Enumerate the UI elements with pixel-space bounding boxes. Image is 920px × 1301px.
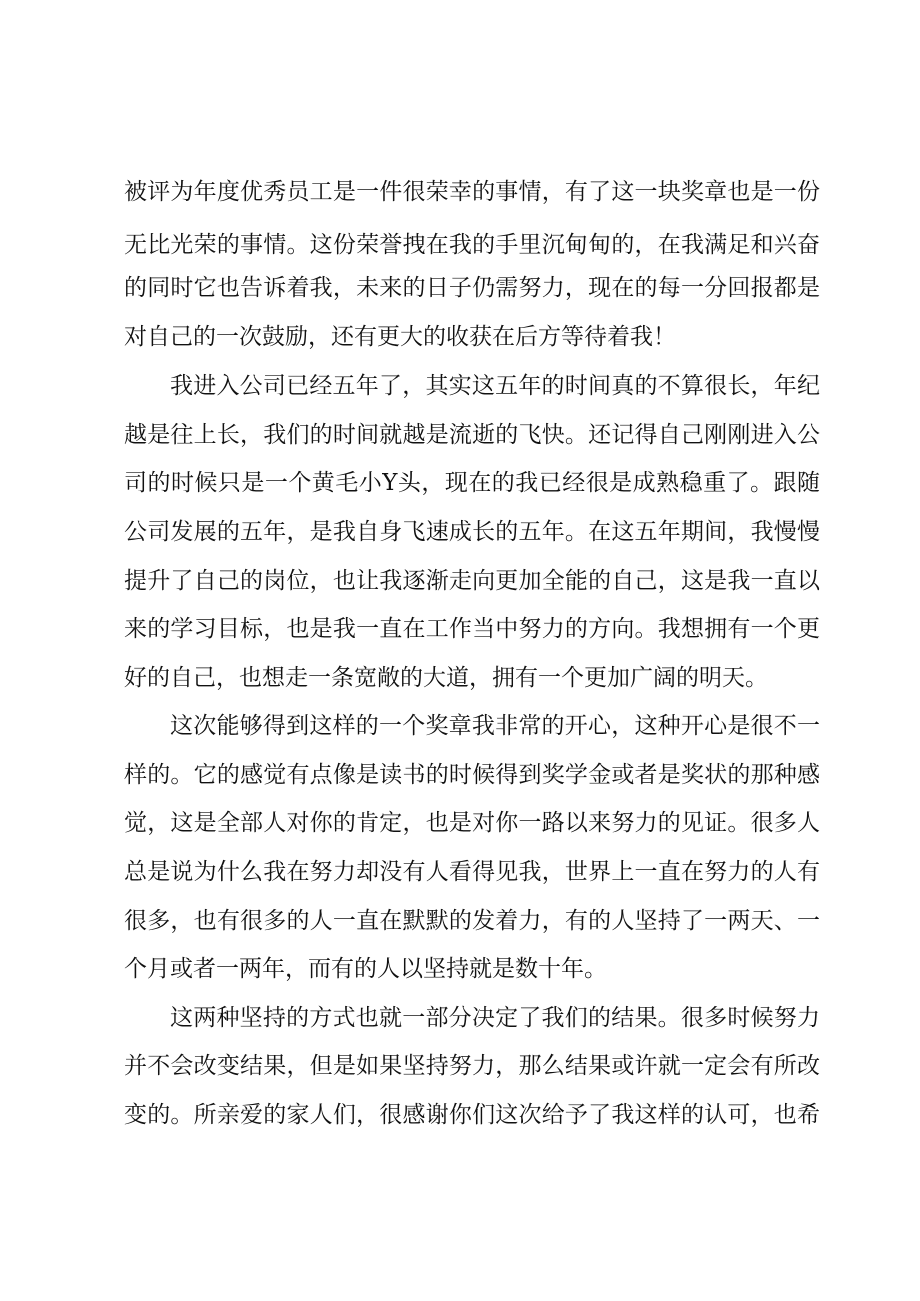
paragraph-2-line-6: 来的学习目标，也是我一直在工作当中努力的方向。我想拥有一个更: [124, 616, 820, 642]
paragraph-2-line-7: 好的自己，也想走一条宽敞的大道，拥有一个更加广阔的明天。: [124, 665, 768, 691]
paragraph-4-line-3: 变的。所亲爱的家人们，很感谢你们这次给予了我这样的认可，也希: [124, 1102, 820, 1128]
paragraph-3-line-1: 这次能够得到这样的一个奖章我非常的开心，这种开心是很不一: [170, 713, 820, 739]
paragraph-3-line-5: 很多，也有很多的人一直在默默的发着力，有的人坚持了一两天、一: [124, 908, 820, 934]
paragraph-3-line-6: 个月或者一两年，而有的人以坚持就是数十年。: [124, 956, 607, 982]
paragraph-2-line-5: 提升了自己的岗位，也让我逐渐走向更加全能的自己，这是我一直以: [124, 568, 820, 594]
paragraph-1-line-1: 被评为年度优秀员工是一件很荣幸的事情，有了这一块奖章也是一份: [124, 179, 820, 205]
paragraph-2-line-4: 公司发展的五年，是我自身飞速成长的五年。在这五年期间，我慢慢: [124, 519, 820, 545]
paragraph-2-line-2: 越是往上长，我们的时间就越是流逝的飞快。还记得自己刚刚进入公: [124, 422, 820, 448]
paragraph-1-line-4: 对自己的一次鼓励，还有更大的收获在后方等待着我！: [124, 324, 676, 350]
paragraph-1-line-2: 无比光荣的事情。这份荣誉拽在我的手里沉甸甸的，在我满足和兴奋: [124, 232, 820, 258]
paragraph-2-line-3: 司的时候只是一个黄毛小Y头，现在的我已经很是成熟稳重了。跟随: [124, 470, 820, 496]
paragraph-2-line-1: 我进入公司已经五年了，其实这五年的时间真的不算很长，年纪: [170, 373, 820, 399]
paragraph-3-line-2: 样的。它的感觉有点像是读书的时候得到奖学金或者是奖状的那种感: [124, 762, 820, 788]
paragraph-4-line-1: 这两种坚持的方式也就一部分决定了我们的结果。很多时候努力: [170, 1005, 820, 1031]
paragraph-4-line-2: 并不会改变结果，但是如果坚持努力，那么结果或许就一定会有所改: [124, 1053, 820, 1079]
paragraph-1-line-3: 的同时它也告诉着我，未来的日子仍需努力，现在的每一分回报都是: [124, 275, 820, 301]
paragraph-3-line-4: 总是说为什么我在努力却没有人看得见我，世界上一直在努力的人有: [124, 859, 820, 885]
paragraph-3-line-3: 觉，这是全部人对你的肯定，也是对你一路以来努力的见证。很多人: [124, 810, 820, 836]
